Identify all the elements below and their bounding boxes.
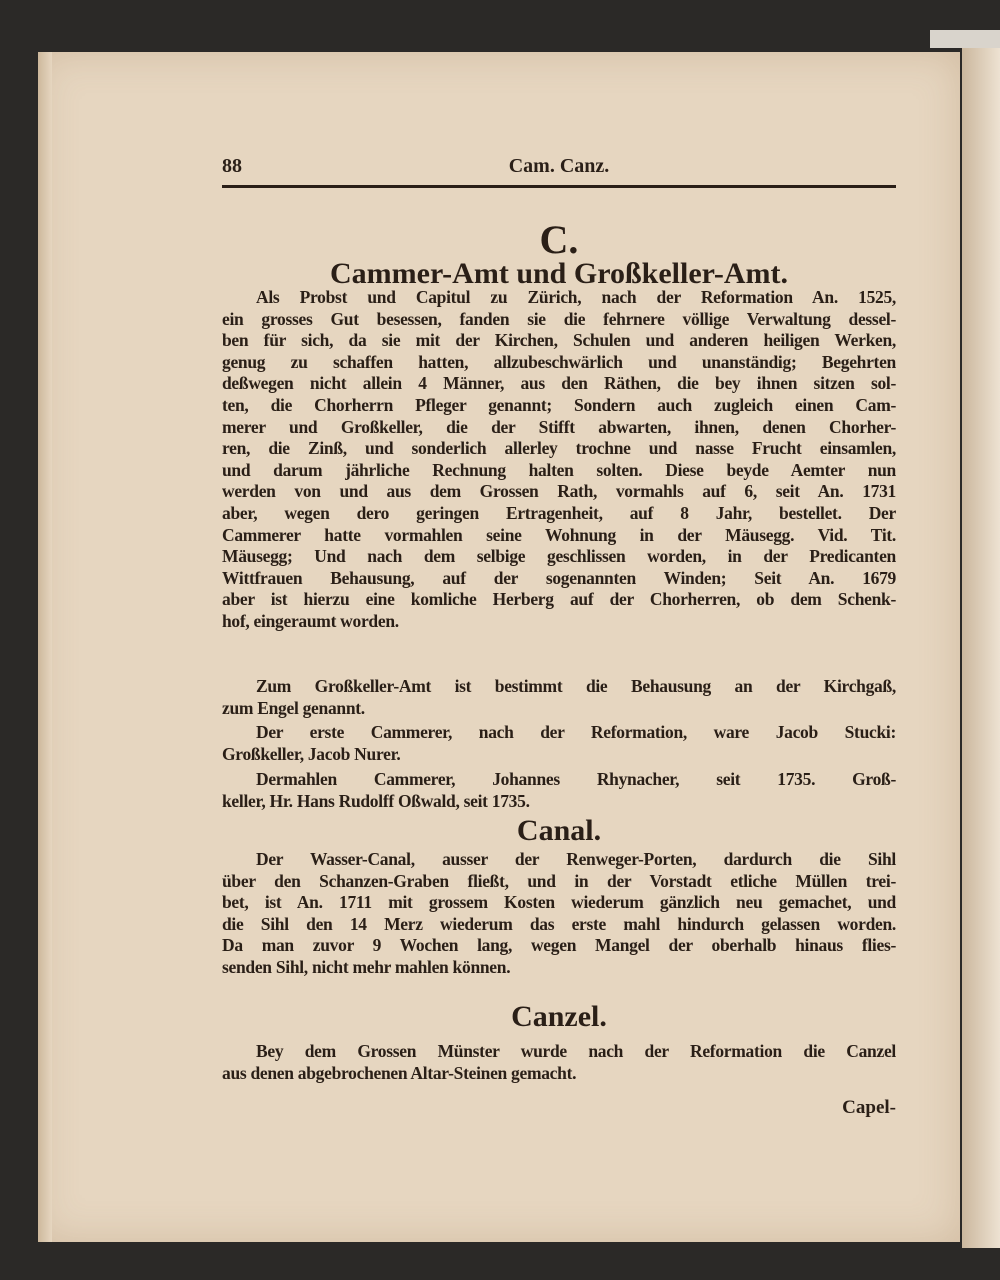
text-line: aus denen abgebrochenen Altar-Steinen gemacht. (222, 1062, 577, 1083)
text-line: hof, eingeraumt worden. (222, 610, 399, 631)
text-line: zum Engel genannt. (222, 697, 365, 718)
section-body (222, 287, 896, 633)
section-body (222, 722, 896, 765)
running-head: Cam. Canz. (508, 155, 610, 177)
text-line: keller, Hr. Hans Rudolff Oßwald, seit 1735. (222, 790, 530, 811)
text-line: Da man zuvor 9 Wochen lang, wegen Mangel der oberhalb hinaus flies- (222, 935, 896, 956)
text-line: ren, die Zinß, und sonderlich allerley trochne und nasse Frucht einsamlen, (222, 438, 896, 459)
section-title: Canzel. (511, 1000, 607, 1033)
text-line: bet, ist An. 1711 mit grossem Kosten wiederum gänzlich neu gemachet, und (222, 892, 896, 913)
text-line: Dermahlen Cammerer, Johannes Rhynacher, seit 1735. Groß- (256, 769, 896, 789)
text-line: Der erste Cammerer, nach der Reformation, ware Jacob Stucki: (256, 722, 896, 742)
section-title: Cammer-Amt und Großkeller-Amt. (330, 257, 788, 290)
text-line: Cammerer hatte vormahlen seine Wohnung in der Mäusegg. Vid. Tit. (222, 524, 896, 545)
text-line: deßwegen nicht allein 4 Männer, aus den Räthen, die bey ihnen sitzen sol- (222, 373, 896, 394)
page-gutter (38, 52, 52, 1242)
text-line: Mäusegg; Und nach dem selbige geschlissen worden, in der Predicanten (222, 546, 896, 567)
section-title: Canal. (516, 814, 602, 847)
text-line: Der Wasser-Canal, ausser der Renweger-Porten, dardurch die Sihl (256, 849, 896, 869)
text-line: Bey dem Grossen Münster wurde nach der Reformation die Canzel (256, 1041, 896, 1061)
text-line: ten, die Chorherrn Pfleger genannt; Sondern auch zugleich einen Cam- (222, 394, 896, 415)
letter-heading: C. (539, 217, 579, 262)
text-line: werden von und aus dem Grossen Rath, vormahls auf 6, seit An. 1731 (222, 481, 896, 502)
section-body (222, 769, 896, 812)
section-body (222, 676, 896, 719)
text-line: Wittfrauen Behausung, auf der sogenannten Winden; Seit An. 1679 (222, 567, 896, 588)
catchword: Capel- (842, 1097, 896, 1118)
text-line: ben für sich, da sie mit der Kirchen, Schulen und anderen heiligen Werken, (222, 330, 896, 351)
text-line: und darum jährliche Rechnung halten solten. Diese beyde Aemter nun (222, 459, 896, 480)
text-line: Als Probst und Capitul zu Zürich, nach der Reformation An. 1525, (256, 287, 896, 307)
text-line: die Sihl den 14 Merz wiederum das erste mahl hindurch gelassen worden. (222, 913, 896, 934)
next-page-edge (962, 48, 1000, 1248)
text-line: aber ist hierzu eine komliche Herberg auf der Chorherren, ob dem Schenk- (222, 589, 896, 610)
section-body (222, 849, 896, 979)
page-number: 88 (222, 155, 242, 177)
text-line: über den Schanzen-Graben fließt, und in der Vorstadt etliche Müllen trei- (222, 870, 896, 891)
text-line: aber, wegen dero geringen Ertragenheit, auf 8 Jahr, bestellet. Der (222, 502, 896, 523)
text-line: senden Sihl, nicht mehr mahlen können. (222, 956, 511, 977)
text-line: merer und Großkeller, die der Stifft abwarten, ihnen, denen Chorher- (222, 416, 896, 437)
section-body (222, 1041, 896, 1084)
text-line: Großkeller, Jacob Nurer. (222, 743, 401, 764)
header-rule (222, 185, 896, 188)
book-spine (930, 30, 1000, 48)
text-line: genug zu schaffen hatten, allzubeschwärlich und unanständig; Begehrten (222, 351, 896, 372)
text-line: Zum Großkeller-Amt ist bestimmt die Behausung an der Kirchgaß, (256, 676, 896, 696)
text-line: ein grosses Gut besessen, fanden sie die fehrnere völlige Verwaltung dessel- (222, 308, 896, 329)
